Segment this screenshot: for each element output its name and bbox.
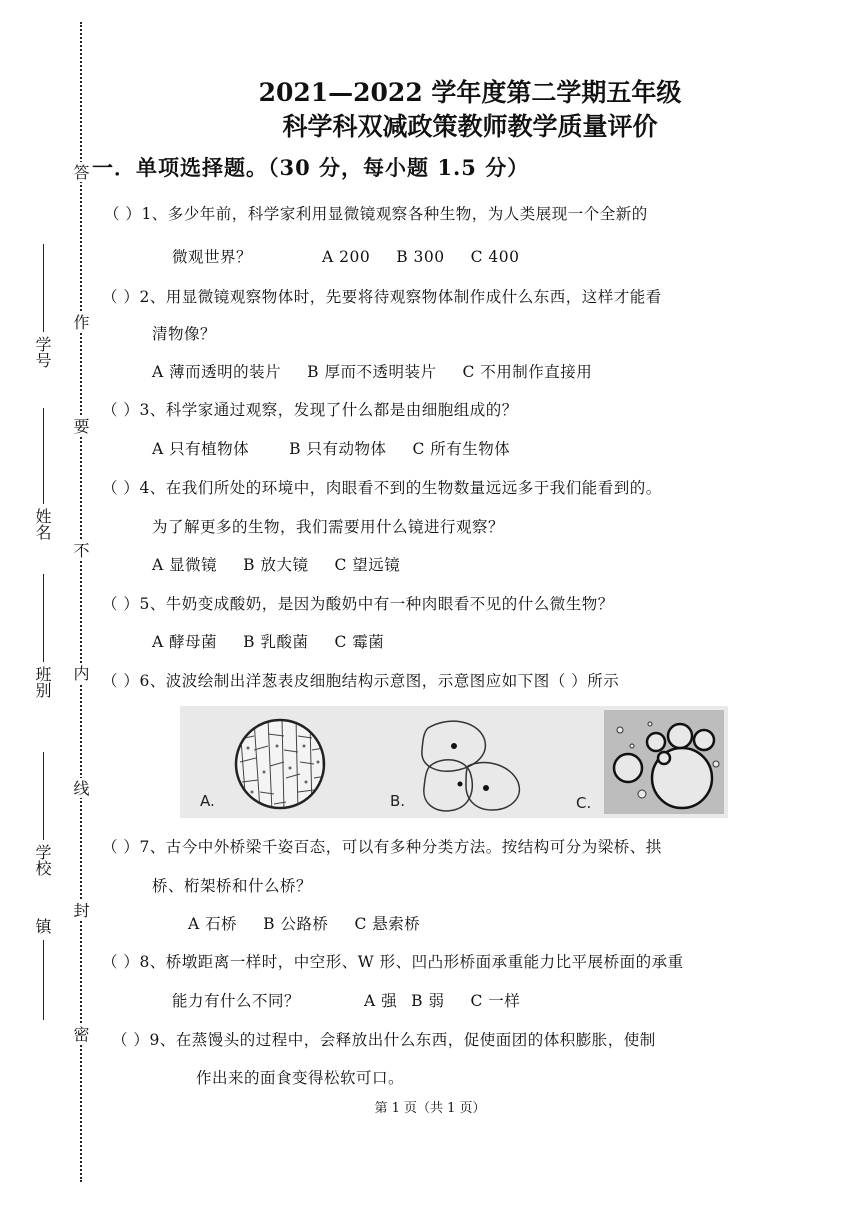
binding-char: 内 <box>71 665 90 681</box>
question-3 <box>102 398 518 420</box>
student-id-label: 学号 <box>33 336 52 368</box>
question-8-cont <box>172 989 546 1011</box>
cell-diagrams <box>180 706 728 818</box>
question-1 <box>104 202 648 224</box>
name-line <box>43 408 44 504</box>
option-a: A 显微镜 <box>152 556 218 574</box>
binding-char: 作 <box>71 314 90 330</box>
question-text: 作出来的面食变得松软可口。 <box>196 1069 405 1087</box>
question-text: 6、波波绘制出洋葱表皮细胞结构示意图，示意图应如下图（ ）所示 <box>139 672 620 690</box>
town-label: 镇 <box>33 918 52 934</box>
cell-diagram-figure <box>180 706 728 818</box>
question-4-options <box>152 553 426 575</box>
option-a: A 薄而透明的装片 <box>152 363 282 381</box>
question-7 <box>102 835 662 857</box>
binding-char: 线 <box>71 780 90 796</box>
option-b: B 厚而不透明装片 <box>307 363 437 381</box>
option-b: B 放大镜 <box>243 556 309 574</box>
option-b: B 只有动物体 <box>289 440 387 458</box>
option-a: A 只有植物体 <box>152 440 250 458</box>
question-text: 微观世界？ <box>172 248 253 266</box>
question-8 <box>102 950 684 972</box>
school-line <box>43 752 44 840</box>
answer-blank[interactable]: （ ） <box>102 838 140 856</box>
question-5-options <box>152 630 410 652</box>
binding-char: 不 <box>71 542 90 558</box>
question-1-cont <box>172 245 546 267</box>
answer-blank[interactable]: （ ） <box>112 1031 150 1049</box>
question-text: 2、用显微镜观察物体时，先要将待观察物体制作成什么东西，这样才能看 <box>139 288 662 306</box>
page-footer: 第 1 页（共 1 页） <box>374 1101 486 1116</box>
binding-char: 要 <box>71 418 90 434</box>
figure-label-a: A. <box>200 792 215 810</box>
answer-blank[interactable]: （ ） <box>102 953 140 971</box>
school-label: 学校 <box>33 844 52 876</box>
question-7-options <box>188 912 446 934</box>
option-b: B 弱 <box>411 992 445 1010</box>
option-c: C 霉菌 <box>334 633 385 651</box>
diagram-b-three-cells <box>422 721 520 811</box>
question-text: 能力有什么不同？ <box>172 992 301 1010</box>
binding-char: 答 <box>71 164 90 180</box>
answer-blank[interactable]: （ ） <box>102 672 140 690</box>
option-c: C 悬索桥 <box>354 915 421 933</box>
question-text: 3、科学家通过观察，发现了什么都是由细胞组成的？ <box>139 401 518 419</box>
question-5 <box>102 592 614 614</box>
answer-blank[interactable]: （ ） <box>102 479 140 497</box>
option-a: A 200 <box>322 248 371 266</box>
question-text: 4、在我们所处的环境中，肉眼看不到的生物数量远远多于我们能看到的。 <box>139 479 662 497</box>
option-b: B 300 <box>396 248 445 266</box>
option-c: C 所有生物体 <box>412 440 511 458</box>
question-4 <box>102 476 662 498</box>
class-label: 班别 <box>33 666 52 698</box>
question-6 <box>102 669 619 691</box>
question-text: 7、古今中外桥梁千姿百态，可以有多种分类方法。按结构可分为梁桥、拱 <box>139 838 662 856</box>
name-label: 姓名 <box>33 508 52 540</box>
section-heading: 一．单项选择题。（30 分，每小题 1.5 分） <box>92 155 530 180</box>
question-text: 8、桥墩距离一样时，中空形、W 形、凹凸形桥面承重能力比平展桥面的承重 <box>139 953 684 971</box>
question-text: 1、多少年前，科学家利用显微镜观察各种生物，为人类展现一个全新的 <box>141 205 648 223</box>
question-text: 桥、桁架桥和什么桥？ <box>152 877 313 895</box>
figure-label-c: C. <box>576 794 592 812</box>
question-text: 为了解更多的生物，我们需要用什么镜进行观察？ <box>152 518 505 536</box>
question-2-options <box>152 360 618 382</box>
answer-blank[interactable]: （ ） <box>102 595 140 613</box>
question-3-options <box>152 437 536 459</box>
exam-title-line2: 科学科双减政策教师教学质量评价 <box>282 112 658 141</box>
option-c: C 400 <box>470 248 520 266</box>
option-a: A 强 <box>364 992 398 1010</box>
option-a: A 石桥 <box>188 915 238 933</box>
option-c: C 一样 <box>470 992 521 1010</box>
option-c: C 望远镜 <box>334 556 401 574</box>
question-text: 5、牛奶变成酸奶，是因为酸奶中有一种肉眼看不见的什么微生物？ <box>139 595 614 613</box>
option-a: A 酵母菌 <box>152 633 218 651</box>
student-id-line <box>43 244 44 332</box>
answer-blank[interactable]: （ ） <box>102 288 140 306</box>
diagram-c-bubbles <box>604 710 724 814</box>
figure-label-b: B. <box>390 792 406 810</box>
binding-char: 封 <box>71 902 90 918</box>
class-line <box>43 574 44 662</box>
question-text: 9、在蒸馒头的过程中，会释放出什么东西，促使面团的体积膨胀，使制 <box>149 1031 656 1049</box>
option-c: C 不用制作直接用 <box>462 363 593 381</box>
question-9 <box>112 1028 656 1050</box>
answer-blank[interactable]: （ ） <box>104 205 142 223</box>
question-2 <box>102 285 662 307</box>
question-text: 清物像？ <box>152 325 217 343</box>
option-b: B 乳酸菌 <box>243 633 309 651</box>
binding-dotted-line <box>80 22 82 1182</box>
diagram-a-onion-cells <box>236 718 326 812</box>
binding-char: 密 <box>71 1026 90 1042</box>
option-b: B 公路桥 <box>263 915 329 933</box>
town-line <box>43 940 44 1020</box>
exam-title-line1: 2021—2022 学年度第二学期五年级 <box>258 78 682 107</box>
answer-blank[interactable]: （ ） <box>102 401 140 419</box>
